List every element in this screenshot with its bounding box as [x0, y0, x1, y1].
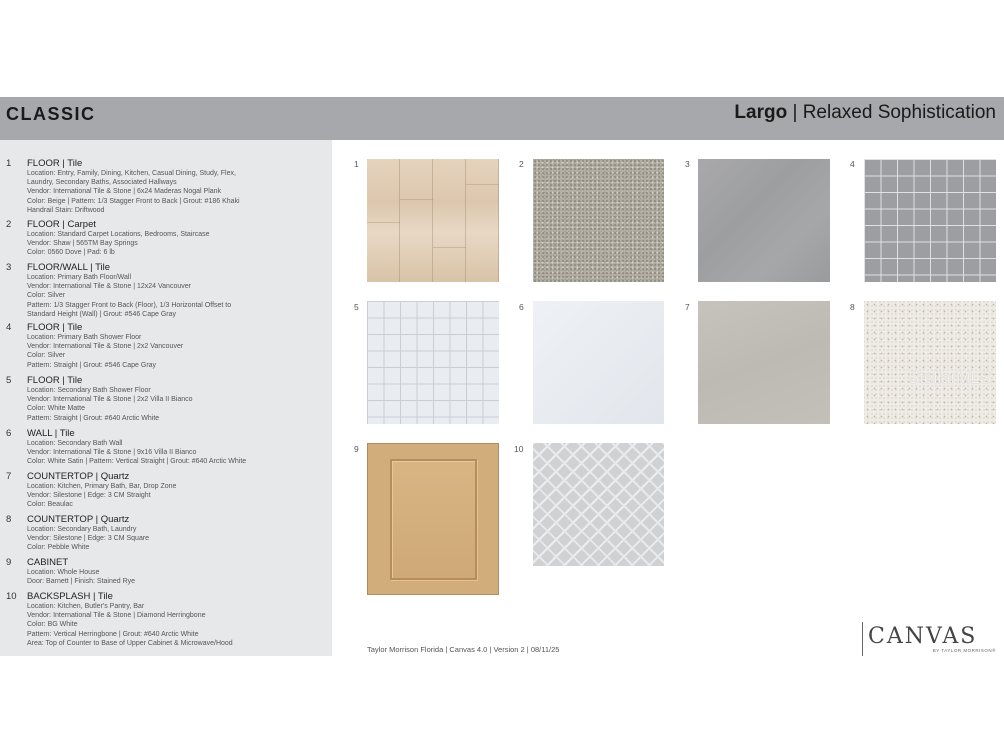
swatch-floor-tile	[367, 159, 499, 282]
spec-item-details	[27, 273, 231, 319]
swatch-floor-wall-tile	[698, 159, 830, 282]
spec-item-line: Vendor: International Tile & Stone | Diamond Herringbone	[27, 612, 206, 620]
swatch-label-7: 7	[685, 302, 690, 312]
spec-item-number: 7	[6, 471, 12, 482]
swatch-label-8: 8	[850, 302, 855, 312]
spec-item-line: Pattern: Straight | Grout: #640 Arctic White	[27, 414, 160, 422]
spec-item-line: Vendor: International Tile & Stone | 2x2 Vancouver	[27, 343, 184, 351]
spec-item-heading: FLOOR | Tile	[27, 322, 83, 333]
spec-item-line: Vendor: Silestone | Edge: 3 CM Straight	[27, 492, 151, 500]
spec-item-number: 6	[6, 428, 12, 439]
title-bold: Largo	[734, 102, 788, 123]
spec-item-details	[27, 169, 240, 215]
spec-item-heading: CABINET	[27, 557, 69, 568]
swatch-carpet	[533, 159, 664, 282]
spec-item-heading: FLOOR/WALL | Tile	[27, 262, 111, 273]
spec-item-number: 1	[6, 158, 12, 169]
spec-item-line: Vendor: International Tile & Stone | 12x24 Vancouver	[27, 283, 191, 291]
swatch-secondary-shower-tile	[367, 301, 499, 424]
spec-item-line: Location: Primary Bath Floor/Wall	[27, 274, 131, 281]
swatch-countertop-beaulac	[698, 301, 830, 424]
swatch-label-1: 1	[354, 159, 359, 169]
spec-item-line: Location: Whole House	[27, 569, 100, 576]
spec-item-line: Vendor: International Tile & Stone | 2x2 Villa II Bianco	[27, 396, 193, 404]
spec-item-heading: COUNTERTOP | Quartz	[27, 471, 130, 482]
spec-item-heading: BACKSPLASH | Tile	[27, 591, 113, 602]
title-separator: |	[787, 102, 803, 123]
spec-item-line: Color: Beaulac	[27, 501, 73, 509]
spec-item-number: 10	[6, 591, 17, 602]
spec-item-line: Standard Height (Wall) | Grout: #546 Cape Gray	[27, 310, 177, 318]
spec-item-number: 5	[6, 375, 12, 386]
spec-item-line: Door: Barnett | Finish: Stained Rye	[27, 578, 136, 586]
spec-item-number: 8	[6, 514, 12, 525]
swatch-label-10: 10	[514, 444, 524, 454]
watermark: StellarMLS	[908, 368, 992, 387]
logo-word: CANVAS	[868, 624, 978, 649]
spec-item-line: Color: Pebble White	[27, 544, 90, 552]
logo-subtext: BY TAYLOR MORRISON®	[932, 648, 996, 653]
swatch-label-4: 4	[850, 159, 855, 169]
spec-item-line: Color: Beige | Pattern: 1/3 Stagger Front to Back | Grout: #186 Khaki	[27, 197, 240, 205]
spec-item-number: 2	[6, 219, 12, 230]
spec-item-line: Color: 0560 Dove | Pad: 6 lb	[27, 249, 115, 257]
spec-item-line: Location: Kitchen, Butler's Pantry, Bar	[27, 603, 145, 610]
spec-item-details	[27, 568, 135, 586]
spec-item-line: Color: White Satin | Pattern: Vertical Straight | Grout: #640 Arctic White	[27, 458, 247, 466]
spec-item-line: Location: Secondary Bath Wall	[27, 440, 123, 447]
swatch-label-6: 6	[519, 302, 524, 312]
spec-item-heading: COUNTERTOP | Quartz	[27, 514, 130, 525]
spec-item-line: Color: White Matte	[27, 405, 85, 413]
spec-item-line: Vendor: Silestone | Edge: 3 CM Square	[27, 535, 150, 543]
spec-item-number: 4	[6, 322, 12, 333]
swatch-label-3: 3	[685, 159, 690, 169]
spec-item-line: Location: Kitchen, Primary Bath, Bar, Drop Zone	[27, 483, 177, 490]
spec-item-line: Pattern: 1/3 Stagger Front to Back (Floor), 1/3 Horizontal Offset to	[27, 301, 232, 309]
collection-name: CLASSIC	[6, 104, 96, 124]
swatch-countertop-pebble	[864, 301, 996, 424]
spec-item-line: Location: Primary Bath Shower Floor	[27, 334, 142, 341]
swatch-shower-floor-tile	[864, 159, 996, 282]
swatch-label-2: 2	[519, 159, 524, 169]
spec-item-line: Vendor: International Tile & Stone | 6x24 Maderas Nogal Plank	[27, 188, 222, 196]
spec-item-heading: WALL | Tile	[27, 428, 75, 439]
spec-item-line: Pattern: Vertical Herringbone | Grout: #640 Arctic White	[27, 630, 199, 638]
spec-item-heading: FLOOR | Tile	[27, 375, 83, 386]
spec-item-line: Color: Silver	[27, 292, 66, 300]
spec-item-details	[27, 230, 210, 258]
logo-bar	[862, 622, 863, 656]
spec-item-details	[27, 525, 149, 553]
spec-item-line: Laundry, Secondary Baths, Associated Hallways	[27, 179, 177, 187]
spec-item-line: Vendor: International Tile & Stone | 9x16 Villa II Bianco	[27, 449, 197, 457]
spec-item-number: 9	[6, 557, 12, 568]
spec-item-details	[27, 602, 233, 648]
spec-item-heading: FLOOR | Tile	[27, 158, 83, 169]
spec-item-line: Location: Secondary Bath Shower Floor	[27, 387, 151, 394]
page-title	[734, 102, 996, 124]
swatch-backsplash	[533, 443, 664, 566]
footer-text: Taylor Morrison Florida | Canvas 4.0 | Version 2 | 08/11/25	[367, 645, 560, 654]
spec-item-line: Handrail Stain: Driftwood	[27, 206, 105, 214]
spec-item-line: Area: Top of Counter to Base of Upper Cabinet & Microwave/Hood	[27, 639, 233, 647]
swatch-wall-tile	[533, 301, 664, 424]
canvas-logo	[862, 622, 998, 656]
spec-item-line: Color: Silver	[27, 352, 66, 360]
spec-item-line: Location: Entry, Family, Dining, Kitchen, Casual Dining, Study, Flex,	[27, 170, 236, 177]
spec-item-heading: FLOOR | Carpet	[27, 219, 96, 230]
swatch-label-9: 9	[354, 444, 359, 454]
swatch-label-5: 5	[354, 302, 359, 312]
spec-item-details	[27, 439, 246, 467]
cabinet-panel	[390, 459, 477, 580]
spec-item-line: Color: BG White	[27, 621, 78, 629]
spec-item-line: Vendor: Shaw | 565TM Bay Springs	[27, 240, 138, 248]
spec-item-line: Pattern: Straight | Grout: #546 Cape Gray	[27, 361, 157, 369]
spec-item-details	[27, 333, 183, 370]
spec-item-line: Location: Standard Carpet Locations, Bedrooms, Staircase	[27, 231, 210, 238]
swatch-cabinet-door	[367, 443, 499, 595]
spec-item-details	[27, 482, 176, 510]
spec-item-number: 3	[6, 262, 12, 273]
spec-item-details	[27, 386, 193, 423]
title-rest: Relaxed Sophistication	[802, 102, 996, 123]
spec-item-line: Location: Secondary Bath, Laundry	[27, 526, 137, 533]
